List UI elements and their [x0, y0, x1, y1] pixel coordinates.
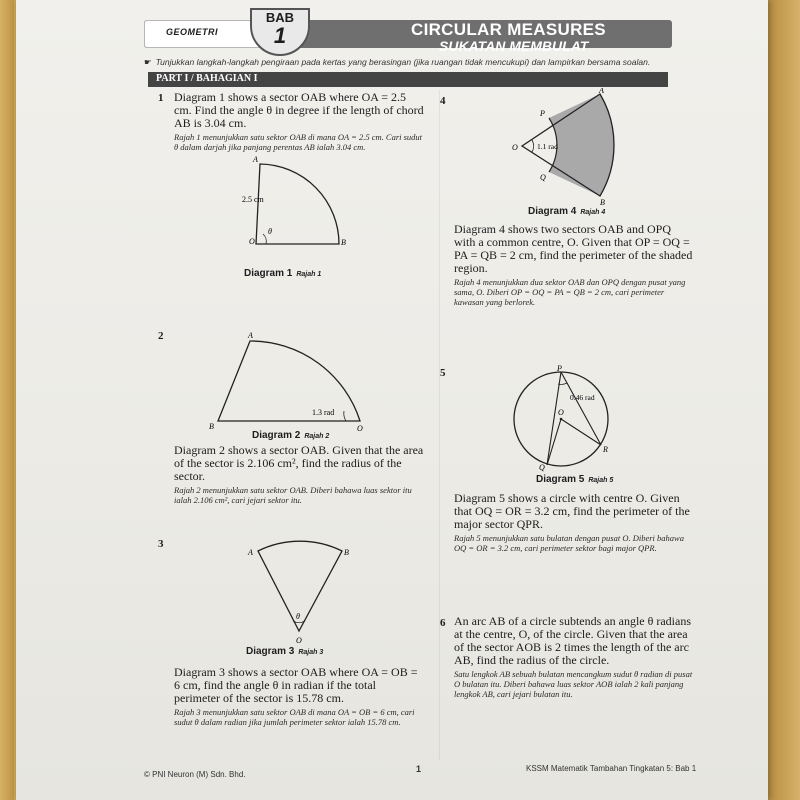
question-4-malay: Rajah 4 menunjukkan dua sektor OAB dan OPQ dengan pusat yang sama, O. Diberi OP = OQ = PA = QB = 2 cm, cari perimeter kawasan yang berlorek. [454, 277, 686, 307]
chapter-badge [250, 8, 310, 56]
sector-oab-shape-3 [258, 541, 342, 631]
label-a-2: A [248, 331, 253, 340]
question-1 [174, 91, 424, 152]
label-o-4: O [512, 143, 518, 152]
diagram-1-caption-my: Rajah 1 [296, 271, 322, 278]
chapter-number: 1 [273, 23, 287, 48]
diagram-2-caption [252, 430, 329, 441]
diagram-2-caption-en: Diagram 2 [252, 430, 301, 441]
label-a-3: A [248, 548, 253, 557]
centre-point [560, 418, 563, 421]
shaded-region [549, 94, 614, 196]
chord-pq [547, 372, 561, 465]
label-b-3: B [344, 548, 349, 557]
question-3-malay: Rajah 3 menunjukkan satu sektor OAB di mana OA = OB = 6 cm, cari sudut θ dalam radian jika jumlah perimeter sektor ialah 15.78 cm. [174, 707, 415, 727]
part-title: PART I / BAHAGIAN I [156, 73, 258, 84]
section-label: GEOMETRI [166, 27, 219, 37]
label-o-2: O [357, 424, 363, 433]
desk-right-edge [766, 0, 800, 800]
label-theta: θ [268, 227, 272, 236]
question-4 [454, 223, 694, 307]
label-b-4: B [600, 198, 605, 206]
footer-book-title: KSSM Matematik Tambahan Tingkatan 5: Bab 1 [526, 764, 697, 773]
workbook-page [16, 0, 768, 800]
diagram-1-caption-en: Diagram 1 [244, 268, 293, 279]
question-6-english: An arc AB of a circle subtends an angle θ radians at the centre, O, of the circle. Given that the area of the sector AOB is 2 times the length of the arc AB, find the radius of the circle. [454, 614, 691, 667]
label-b: B [341, 238, 346, 247]
question-1-number: 1 [158, 92, 164, 104]
chapter-title: CIRCULAR MEASURES [411, 20, 606, 39]
diagram-4-caption [528, 206, 605, 217]
question-6-number: 6 [440, 617, 446, 629]
label-q-4: Q [540, 173, 546, 182]
chapter-label: BAB [265, 10, 295, 25]
question-5 [454, 492, 694, 553]
question-6 [454, 615, 694, 699]
label-o: O [249, 237, 255, 246]
label-angle-5: 0.46 rad [570, 393, 595, 402]
diagram-1 [216, 150, 376, 260]
label-a-4: A [599, 88, 604, 95]
question-1-english: Diagram 1 shows a sector OAB where OA = 2.5 cm. Find the angle θ in degree if the length of chord AB is 3.04 cm. [174, 90, 424, 130]
label-p-5: P [557, 364, 562, 373]
diagram-5-caption [536, 474, 613, 485]
label-p-4: P [540, 109, 545, 118]
label-a: A [253, 155, 258, 164]
radius-oq [547, 419, 561, 465]
part-rule [148, 86, 668, 87]
diagram-5-caption-my: Rajah 5 [588, 477, 614, 484]
question-3 [174, 666, 424, 727]
label-angle-2: 1.3 rad [312, 408, 335, 417]
radius-or [561, 419, 601, 445]
diagram-3-caption-en: Diagram 3 [246, 646, 295, 657]
diagram-2-caption-my: Rajah 2 [304, 433, 330, 440]
question-4-english: Diagram 4 shows two sectors OAB and OPQ with a common centre, O. Given that OP = OQ = PA = QB = 2 cm, find the perimeter of the shaded region. [454, 222, 693, 275]
diagram-5 [506, 362, 616, 472]
diagram-4-caption-my: Rajah 4 [580, 209, 606, 216]
column-divider [439, 90, 440, 760]
label-b-2: B [209, 422, 214, 431]
sector-oab-shape-2 [218, 341, 360, 421]
question-5-english: Diagram 5 shows a circle with centre O. Given that OQ = OR = 3.2 cm, find the perimeter of the major sector QPR. [454, 491, 690, 531]
label-theta-3: θ [296, 612, 300, 621]
question-2-malay: Rajah 2 menunjukkan satu sektor OAB. Diberi bahawa luas sektor itu ialah 2.106 cm², cari jejari sektor itu. [174, 485, 412, 505]
question-4-number: 4 [440, 95, 446, 107]
chord-pr [561, 372, 601, 445]
question-3-english: Diagram 3 shows a sector OAB where OA = OB = 6 cm, find the angle θ in radian if the total perimeter of the sector is 15.78 cm. [174, 665, 418, 705]
hand-pointer-icon: ☛ [144, 57, 152, 67]
question-3-number: 3 [158, 538, 164, 550]
label-r-5: R [603, 445, 608, 454]
question-5-number: 5 [440, 367, 446, 379]
question-2-english: Diagram 2 shows a sector OAB. Given that the area of the sector is 2.106 cm², find the radius of the sector. [174, 443, 424, 483]
diagram-3-caption-my: Rajah 3 [298, 649, 324, 656]
angle-arc [263, 234, 266, 244]
question-6-malay: Satu lengkok AB sebuah bulatan mencangkum sudut θ radian di pusat O bulatan itu. Diberi bahawa luas sektor AOB ialah 2 kali panjang lengkok AB, cari jejari bulatan itu. [454, 669, 693, 699]
question-2 [174, 444, 424, 505]
label-o-5: O [558, 408, 564, 417]
footer-page-number: 1 [416, 764, 422, 774]
footer-publisher: © PNI Neuron (M) Sdn. Bhd. [144, 770, 246, 779]
diagram-3-caption [246, 646, 323, 657]
chapter-subtitle: SUKATAN MEMBULAT [439, 38, 589, 54]
diagram-4 [496, 88, 636, 206]
desk-left-edge [0, 0, 14, 800]
label-angle-4: 1.1 rad [537, 142, 558, 151]
angle-arc-4 [532, 140, 534, 152]
question-5-malay: Rajah 5 menunjukkan satu bulatan dengan pusat O. Diberi bahawa OQ = OR = 3.2 cm, cari perimeter sektor bagi major QPR. [454, 533, 684, 553]
diagram-5-caption-en: Diagram 5 [536, 474, 585, 485]
label-o-3: O [296, 636, 302, 645]
label-q-5: Q [539, 463, 545, 472]
diagram-1-caption [244, 268, 321, 279]
angle-arc-2 [344, 411, 346, 421]
label-length: 2.5 cm [242, 195, 264, 204]
question-1-malay: Rajah 1 menunjukkan satu sektor OAB di mana OA = 2.5 cm. Cari sudut θ dalam darjah jika panjang perentas AB ialah 3.04 cm. [174, 132, 423, 152]
instruction-label: Tunjukkan langkah-langkah pengiraan pada kertas yang berasingan (jika ruangan tidak mencukupi) dan lampirkan bersama soalan. [155, 57, 651, 67]
diagram-2 [206, 325, 366, 435]
diagram-3 [236, 535, 366, 647]
instruction-text [144, 57, 704, 68]
diagram-4-caption-en: Diagram 4 [528, 206, 577, 217]
part-header [148, 72, 668, 86]
question-2-number: 2 [158, 330, 164, 342]
